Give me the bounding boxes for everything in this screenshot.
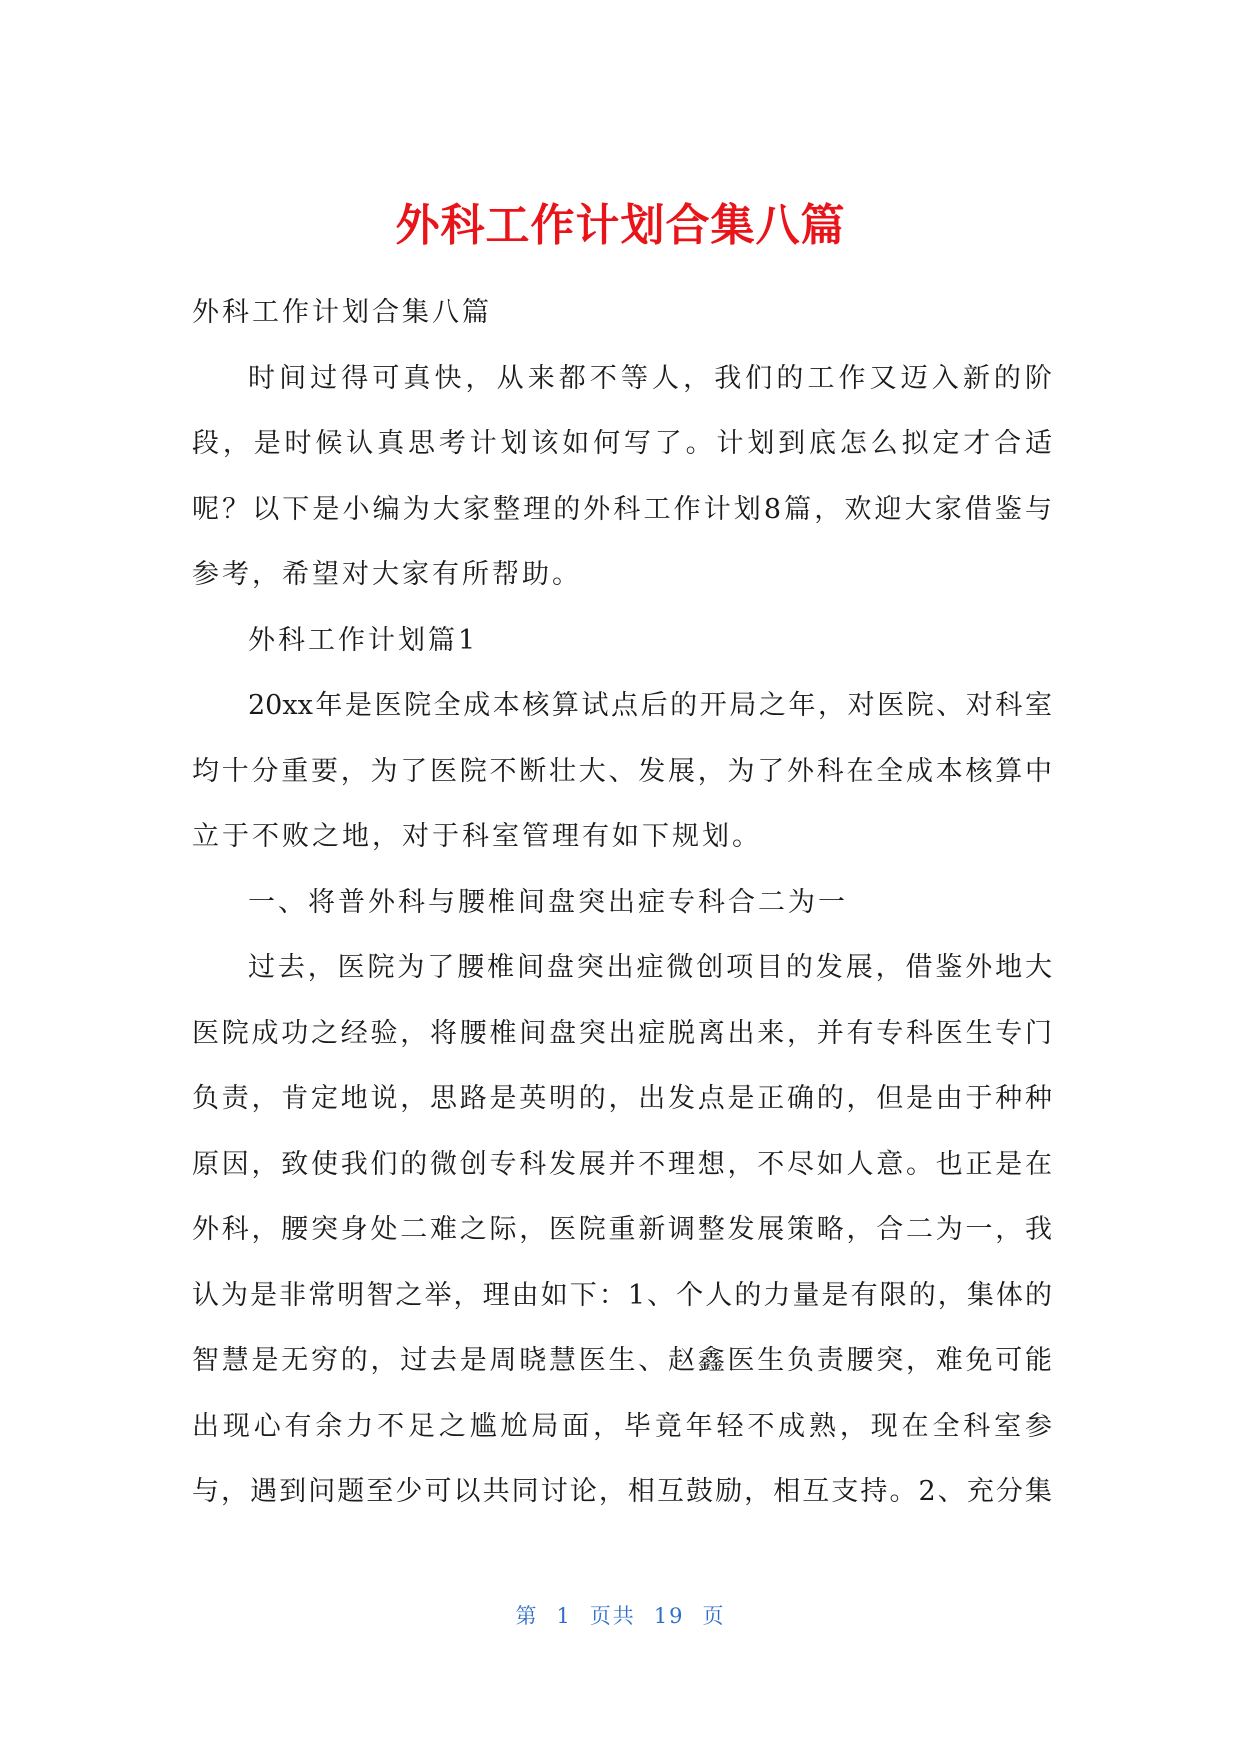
footer-middle: 页共	[589, 1604, 636, 1628]
current-page-number: 1	[556, 1604, 572, 1628]
paragraph-line: 原因，致使我们的微创专科发展并不理想，不尽如人意。也正是在	[192, 1148, 1052, 1180]
paragraph-line: 出现心有余力不足之尴尬局面，毕竟年轻不成熟，现在全科室参	[192, 1410, 1052, 1442]
footer-prefix: 第	[515, 1604, 539, 1628]
document-body	[192, 288, 1052, 1533]
section-heading: 外科工作计划篇1	[248, 624, 479, 656]
paragraph-line: 均十分重要，为了医院不断壮大、发展，为了外科在全成本核算中	[192, 755, 1052, 787]
paragraph-line: 参考，希望对大家有所帮助。	[192, 559, 582, 590]
total-page-count: 19	[653, 1604, 685, 1628]
paragraph-line: 过去，医院为了腰椎间盘突出症微创项目的发展，借鉴外地大	[248, 952, 1052, 983]
paragraph-line: 时间过得可真快，从来都不等人，我们的工作又迈入新的阶	[248, 362, 1052, 394]
footer-suffix: 页	[702, 1604, 726, 1628]
paragraph-line: 负责，肯定地说，思路是英明的，出发点是正确的，但是由于种种	[192, 1083, 1052, 1114]
paragraph-line: 智慧是无穷的，过去是周晓慧医生、赵鑫医生负责腰突，难免可能	[192, 1345, 1052, 1376]
paragraph-line: 呢？以下是小编为大家整理的外科工作计划8篇，欢迎大家借鉴与	[192, 493, 1052, 525]
subtitle-line: 外科工作计划合集八篇	[192, 297, 492, 328]
page-footer	[0, 1602, 1241, 1630]
document-title: 外科工作计划合集八篇	[395, 200, 846, 251]
paragraph-line: 20xx年是医院全成本核算试点后的开局之年，对医院、对科室	[248, 690, 1052, 721]
paragraph-line: 段，是时候认真思考计划该如何写了。计划到底怎么拟定才合适	[192, 428, 1052, 459]
paragraph-line: 立于不败之地，对于科室管理有如下规划。	[192, 821, 762, 852]
paragraph-line: 外科，腰突身处二难之际，医院重新调整发展策略，合二为一，我	[192, 1214, 1052, 1245]
paragraph-line: 与，遇到问题至少可以共同讨论，相互鼓励，相互支持。2、充分集	[192, 1476, 1052, 1507]
subsection-heading: 一、将普外科与腰椎间盘突出症专科合二为一	[248, 886, 848, 918]
paragraph-line: 医院成功之经验，将腰椎间盘突出症脱离出来，并有专科医生专门	[192, 1017, 1052, 1049]
paragraph-line: 认为是非常明智之举，理由如下：1、个人的力量是有限的，集体的	[192, 1279, 1052, 1311]
